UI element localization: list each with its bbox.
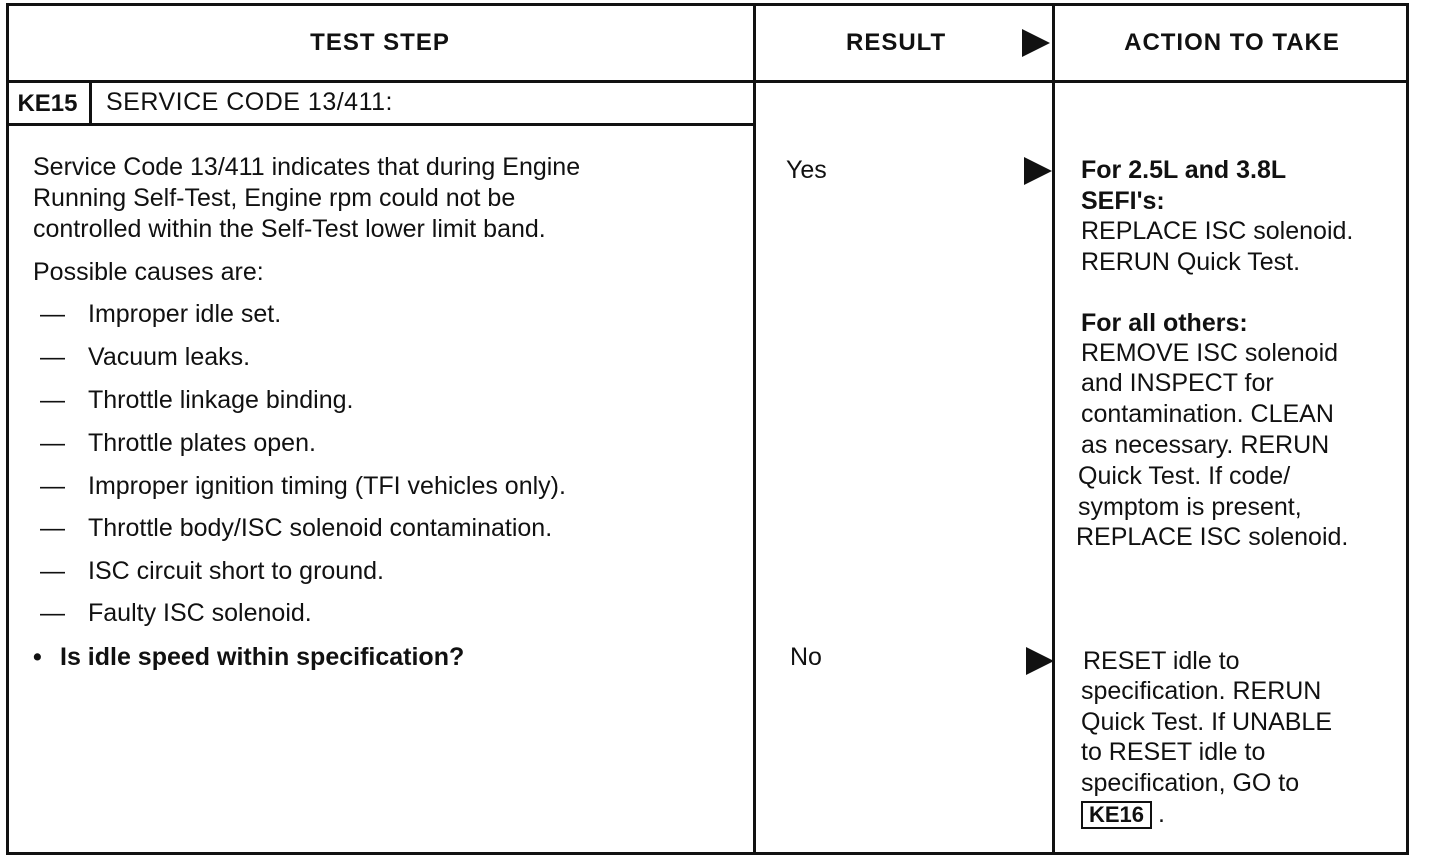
action-others-line: symptom is present, (1078, 493, 1302, 521)
header-result: RESULT (846, 29, 947, 56)
action-others-line: REMOVE ISC solenoid (1081, 339, 1339, 367)
cause-item: Improper ignition timing (TFI vehicles only). (88, 472, 566, 500)
step-title-divider (6, 123, 756, 126)
column-divider-result-action (1052, 3, 1055, 855)
cause-item: Improper idle set. (88, 300, 282, 328)
cause-item: ISC circuit short to ground. (88, 557, 384, 585)
cause-dash: — (40, 599, 65, 627)
action-no-line: Quick Test. If UNABLE (1081, 708, 1333, 736)
result-no: No (790, 643, 822, 671)
cause-item: Throttle linkage binding. (88, 386, 354, 414)
cause-dash: — (40, 429, 65, 457)
step-reference-ke16[interactable]: KE16 (1081, 801, 1152, 829)
header-test-step: TEST STEP (310, 29, 450, 56)
cause-dash: — (40, 472, 65, 500)
action-others-line: contamination. CLEAN (1081, 400, 1334, 428)
result-yes-arrow-icon (1024, 157, 1052, 185)
cause-dash: — (40, 300, 65, 328)
cause-dash: — (40, 514, 65, 542)
cause-item: Throttle body/ISC solenoid contamination. (88, 514, 553, 542)
reference-period: . (1158, 800, 1165, 828)
header-arrow-icon (1022, 29, 1050, 57)
cause-item: Faulty ISC solenoid. (88, 599, 312, 627)
action-others-line: and INSPECT for (1081, 369, 1274, 397)
question: Is idle speed within specification? (60, 643, 465, 671)
action-others-line: REPLACE ISC solenoid. (1076, 523, 1349, 551)
cause-dash: — (40, 386, 65, 414)
header-action-to-take: ACTION TO TAKE (1124, 29, 1340, 56)
description-line-3: controlled within the Self-Test lower limit band. (33, 215, 546, 243)
action-no-line: RESET idle to (1083, 647, 1240, 675)
result-no-arrow-icon (1026, 647, 1054, 675)
action-no-line: specification, GO to (1081, 769, 1300, 797)
action-no-line: specification. RERUN (1081, 677, 1322, 705)
cause-item: Throttle plates open. (88, 429, 316, 457)
cause-dash: — (40, 557, 65, 585)
column-divider-test-result (753, 3, 756, 855)
action-no-ref-row (1081, 799, 1165, 830)
description-line-2: Running Self-Test, Engine rpm could not be (33, 184, 516, 212)
step-code: KE15 (6, 83, 92, 125)
description-line-1: Service Code 13/411 indicates that during Engine (33, 153, 581, 181)
action-others-line: as necessary. RERUN (1081, 431, 1330, 459)
action-yes-line: RERUN Quick Test. (1081, 248, 1301, 276)
action-others-heading: For all others: (1081, 309, 1248, 337)
causes-intro: Possible causes are: (33, 258, 264, 286)
cause-item: Vacuum leaks. (88, 343, 251, 371)
action-yes-line: REPLACE ISC solenoid. (1081, 217, 1354, 245)
action-no-line: to RESET idle to (1081, 738, 1266, 766)
action-yes-heading-2: SEFI's: (1081, 187, 1165, 215)
result-yes: Yes (786, 156, 827, 184)
step-title: SERVICE CODE 13/411: (106, 88, 393, 116)
action-yes-heading-1: For 2.5L and 3.8L (1081, 156, 1287, 184)
cause-dash: — (40, 343, 65, 371)
question-bullet: • (33, 643, 42, 671)
action-others-line: Quick Test. If code/ (1078, 462, 1291, 490)
